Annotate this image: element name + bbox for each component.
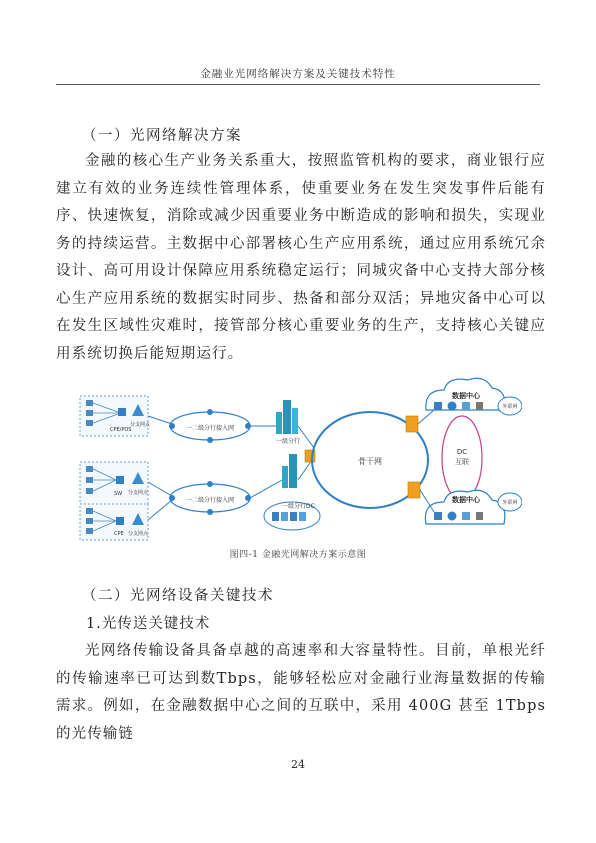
server-icon xyxy=(434,512,442,520)
terminal-icon xyxy=(86,528,93,534)
building-icon xyxy=(282,466,288,488)
server-icon xyxy=(299,512,306,521)
branch-site-bottom xyxy=(80,504,149,540)
network-diagram xyxy=(76,370,522,544)
external-network-bottom xyxy=(498,493,522,511)
router-icon xyxy=(169,423,175,429)
page-number: 24 xyxy=(291,758,305,771)
branch-site-top xyxy=(80,396,151,436)
otn-device-icon xyxy=(406,416,418,432)
access-network-top xyxy=(169,409,251,443)
access-network-bottom xyxy=(169,481,251,515)
label-tier1-branch-dc: 一级分行DC xyxy=(282,503,315,510)
terminal-icon xyxy=(86,508,93,514)
label-branch-outlet-2: 分支网点 xyxy=(128,490,149,496)
dc-interconnect xyxy=(442,416,482,500)
label-dc-interconnect-2: 互联 xyxy=(455,458,469,466)
header-rule xyxy=(56,84,540,85)
cpe-router-icon xyxy=(116,517,124,525)
branch-site-mid xyxy=(80,462,149,504)
server-icon xyxy=(272,512,279,521)
external-network-top xyxy=(498,397,522,415)
label-backbone: 骨干网 xyxy=(358,457,382,466)
data-center-top xyxy=(426,378,505,410)
building-icon xyxy=(276,412,282,434)
label-sw: SW xyxy=(114,491,123,497)
label-tier1-branch: 一级分行 xyxy=(276,438,301,445)
terminal-icon xyxy=(86,518,93,524)
switch-icon xyxy=(116,476,124,484)
section-1-paragraph: 金融的核心生产业务关系重大，按照监管机构的要求，商业银行应建立有效的业务连续性管理体系，使重要业务在发生突发事件后能有序、快速恢复，消除或减少因重要业务中断造成的影响和损失，实现业务的持续运营。主数据中心部署核心生产应用系统，通过应用系统冗余设计、高可用设计保障应用系统稳定运行；同城灾备中心支持大部分核心生产应用系统的数据实时同步、热备和部分双活；异地灾备中心可以在发生区域性灾难时，接管部分核心重要业务的生产，支持核心关键应用系统切换后能短期运行。 xyxy=(56,153,546,362)
tier1-branch xyxy=(276,400,300,445)
terminal-icon xyxy=(86,466,93,472)
router-icon xyxy=(207,437,213,443)
router-icon xyxy=(207,509,213,515)
router-icon xyxy=(207,481,213,487)
network-hub-icon xyxy=(448,402,457,411)
terminal-icon xyxy=(86,420,93,426)
section-heading-1: （一）光网络解决方案 xyxy=(82,128,242,144)
terminal-icon xyxy=(86,488,93,494)
label-branch-outlet-3: 分支网点 xyxy=(128,531,149,537)
label-dc-interconnect-1: DC xyxy=(456,448,468,456)
label-external-bottom: 外联网 xyxy=(502,500,518,506)
otn-device-icon xyxy=(408,482,420,498)
section-2-paragraph: 光网络传输设备具备卓越的高速率和大容量特性。目前，单根光纤的传输速率已可达到数Tbps，能够轻松应对金融行业海量数据的传输需求。例如，在金融数据中心之间的互联中，采用 400G 甚至 1Tbps 的光传输链 xyxy=(56,643,546,742)
server-icon xyxy=(281,512,288,521)
server-icon xyxy=(290,512,297,521)
network-hub-icon xyxy=(448,512,457,521)
storage-icon xyxy=(476,512,483,520)
router-icon xyxy=(207,409,213,415)
label-access-net-top: 一二级分行接入网 xyxy=(185,425,235,432)
subsection-heading: 1.光传送关键技术 xyxy=(86,616,211,632)
server-icon xyxy=(462,512,470,520)
router-icon xyxy=(169,495,175,501)
label-branch-outlet-1: 分支网点 xyxy=(130,422,151,428)
label-dc-bottom: 数据中心 xyxy=(452,496,480,504)
label-cpe: CPE xyxy=(114,531,124,537)
terminal-icon xyxy=(86,410,93,416)
data-center-bottom xyxy=(425,490,504,524)
label-cpe-pos: CPE/POS xyxy=(110,427,132,433)
section-heading-2: （二）光网络设备关键技术 xyxy=(82,588,274,604)
cpe-router-icon xyxy=(118,408,126,416)
figure-caption: 图四-1 金融光网解决方案示意图 xyxy=(229,550,367,560)
storage-icon xyxy=(476,402,483,410)
label-access-net-bottom: 一二级分行接入网 xyxy=(185,497,235,504)
terminal-icon xyxy=(86,400,93,406)
label-dc-top: 数据中心 xyxy=(452,392,480,400)
label-external-top: 外联网 xyxy=(502,404,518,410)
terminal-icon xyxy=(86,477,93,483)
server-icon xyxy=(462,402,470,410)
server-icon xyxy=(434,402,442,410)
running-header: 金融业光网络解决方案及关键技术特性 xyxy=(200,68,396,80)
